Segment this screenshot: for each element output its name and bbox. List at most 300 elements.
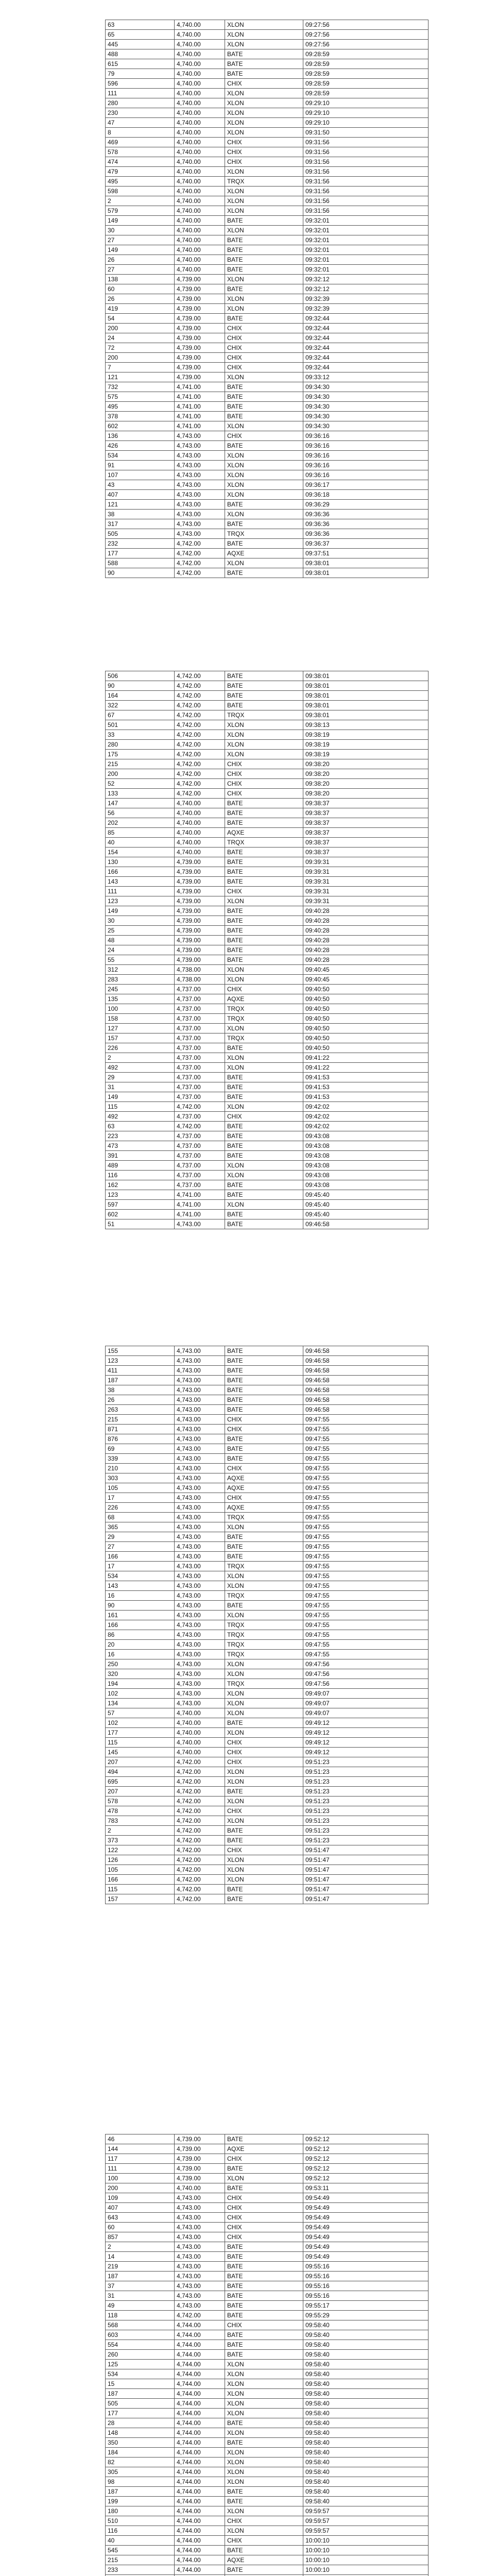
cell-volume: 492 <box>106 1112 175 1122</box>
cell-price: 4,743.00 <box>175 2252 225 2262</box>
cell-volume: 350 <box>106 2438 175 2448</box>
cell-time: 09:58:40 <box>303 2340 429 2350</box>
cell-time: 09:32:44 <box>303 314 429 324</box>
cell-volume: 2 <box>106 2242 175 2252</box>
cell-time: 09:32:01 <box>303 226 429 235</box>
table-row <box>106 187 429 196</box>
cell-price: 4,742.00 <box>175 1102 225 1112</box>
cell-volume: 177 <box>106 1728 175 1738</box>
cell-venue: BATE <box>225 412 303 421</box>
cell-price: 4,739.00 <box>175 2174 225 2183</box>
cell-price: 4,742.00 <box>175 1787 225 1797</box>
cell-volume: 643 <box>106 2213 175 2223</box>
cell-volume: 166 <box>106 867 175 877</box>
cell-volume: 31 <box>106 1082 175 1092</box>
table-row <box>106 2565 429 2575</box>
cell-venue: BATE <box>225 1894 303 1904</box>
cell-venue: XLON <box>225 1669 303 1679</box>
cell-price: 4,739.00 <box>175 896 225 906</box>
cell-price: 4,740.00 <box>175 49 225 59</box>
cell-venue: BATE <box>225 691 303 701</box>
cell-time: 09:43:08 <box>303 1131 429 1141</box>
cell-venue: XLON <box>225 304 303 314</box>
cell-price: 4,737.00 <box>175 1151 225 1161</box>
table-row <box>106 671 429 681</box>
cell-price: 4,743.00 <box>175 1601 225 1611</box>
cell-volume: 82 <box>106 2458 175 2467</box>
cell-venue: CHIX <box>225 2203 303 2213</box>
cell-time: 09:36:16 <box>303 470 429 480</box>
cell-volume: 14 <box>106 2252 175 2262</box>
trade-page-3 <box>105 1346 428 1904</box>
cell-volume: 105 <box>106 1483 175 1493</box>
table-row <box>106 2379 429 2389</box>
cell-time: 09:54:49 <box>303 2213 429 2223</box>
table-row <box>106 2330 429 2340</box>
cell-price: 4,744.00 <box>175 2565 225 2575</box>
cell-venue: BATE <box>225 1444 303 1454</box>
cell-time: 09:49:12 <box>303 1728 429 1738</box>
cell-time: 09:51:23 <box>303 1777 429 1787</box>
cell-venue: BATE <box>225 59 303 69</box>
cell-time: 09:52:12 <box>303 2134 429 2144</box>
cell-time: 09:32:39 <box>303 304 429 314</box>
cell-volume: 16 <box>106 1591 175 1601</box>
cell-price: 4,742.00 <box>175 681 225 691</box>
cell-volume: 200 <box>106 2183 175 2193</box>
cell-volume: 479 <box>106 167 175 177</box>
cell-volume: 65 <box>106 30 175 40</box>
cell-time: 09:49:12 <box>303 1718 429 1728</box>
cell-volume: 130 <box>106 857 175 867</box>
cell-venue: BATE <box>225 2252 303 2262</box>
cell-venue: XLON <box>225 1053 303 1063</box>
cell-volume: 501 <box>106 720 175 730</box>
table-row <box>106 808 429 818</box>
cell-time: 09:58:40 <box>303 2438 429 2448</box>
cell-price: 4,740.00 <box>175 1738 225 1748</box>
table-row <box>106 402 429 412</box>
table-row <box>106 2144 429 2154</box>
cell-price: 4,738.00 <box>175 975 225 985</box>
cell-venue: BATE <box>225 2311 303 2320</box>
table-row <box>106 1522 429 1532</box>
cell-time: 09:34:30 <box>303 412 429 421</box>
cell-time: 09:47:55 <box>303 1493 429 1503</box>
cell-price: 4,739.00 <box>175 936 225 945</box>
cell-time: 09:32:39 <box>303 294 429 304</box>
cell-time: 09:31:56 <box>303 177 429 187</box>
cell-volume: 16 <box>106 1650 175 1659</box>
cell-venue: TRQX <box>225 1591 303 1601</box>
cell-time: 09:54:49 <box>303 2203 429 2213</box>
cell-price: 4,737.00 <box>175 1014 225 1024</box>
cell-price: 4,742.00 <box>175 1855 225 1865</box>
cell-venue: XLON <box>225 226 303 235</box>
cell-volume: 116 <box>106 2526 175 2536</box>
cell-volume: 121 <box>106 372 175 382</box>
cell-venue: BATE <box>225 857 303 867</box>
cell-venue: AQXE <box>225 1473 303 1483</box>
cell-time: 09:34:30 <box>303 421 429 431</box>
table-row <box>106 1542 429 1552</box>
cell-venue: BATE <box>225 2134 303 2144</box>
cell-price: 4,744.00 <box>175 2477 225 2487</box>
table-row <box>106 1171 429 1180</box>
cell-volume: 162 <box>106 1180 175 1190</box>
cell-venue: BATE <box>225 1356 303 1366</box>
table-row <box>106 701 429 710</box>
cell-price: 4,743.00 <box>175 1689 225 1699</box>
cell-volume: 506 <box>106 671 175 681</box>
cell-time: 09:31:56 <box>303 157 429 167</box>
cell-volume: 177 <box>106 2409 175 2418</box>
cell-volume: 54 <box>106 314 175 324</box>
table-row <box>106 392 429 402</box>
table-row <box>106 1845 429 1855</box>
cell-venue: XLON <box>225 1171 303 1180</box>
cell-time: 09:49:12 <box>303 1748 429 1757</box>
cell-time: 09:38:19 <box>303 750 429 759</box>
table-row <box>106 255 429 265</box>
cell-volume: 260 <box>106 2350 175 2360</box>
cell-price: 4,743.00 <box>175 2272 225 2281</box>
cell-venue: XLON <box>225 40 303 49</box>
cell-venue: XLON <box>225 1571 303 1581</box>
table-row <box>106 1122 429 1131</box>
table-row <box>106 196 429 206</box>
cell-time: 09:43:08 <box>303 1171 429 1180</box>
table-row <box>106 1405 429 1415</box>
cell-time: 09:32:12 <box>303 284 429 294</box>
table-row <box>106 2516 429 2526</box>
cell-volume: 391 <box>106 1151 175 1161</box>
cell-venue: BATE <box>225 1532 303 1542</box>
cell-volume: 107 <box>106 470 175 480</box>
table-row <box>106 1464 429 1473</box>
cell-venue: CHIX <box>225 769 303 779</box>
cell-price: 4,743.00 <box>175 1522 225 1532</box>
cell-time: 09:32:44 <box>303 363 429 372</box>
cell-price: 4,743.00 <box>175 1464 225 1473</box>
cell-venue: XLON <box>225 730 303 740</box>
cell-price: 4,739.00 <box>175 275 225 284</box>
cell-volume: 445 <box>106 40 175 49</box>
cell-price: 4,740.00 <box>175 265 225 275</box>
table-row <box>106 2497 429 2506</box>
cell-time: 09:38:19 <box>303 740 429 750</box>
cell-time: 09:38:37 <box>303 838 429 848</box>
cell-venue: CHIX <box>225 79 303 89</box>
cell-price: 4,737.00 <box>175 994 225 1004</box>
cell-price: 4,737.00 <box>175 1043 225 1053</box>
table-row <box>106 710 429 720</box>
cell-venue: BATE <box>225 1151 303 1161</box>
cell-volume: 187 <box>106 1376 175 1385</box>
cell-volume: 597 <box>106 1200 175 1210</box>
cell-time: 09:46:58 <box>303 1376 429 1385</box>
cell-volume: 534 <box>106 2369 175 2379</box>
cell-venue: BATE <box>225 2487 303 2497</box>
cell-volume: 226 <box>106 1043 175 1053</box>
cell-venue: BATE <box>225 2291 303 2301</box>
cell-venue: AQXE <box>225 549 303 558</box>
cell-venue: BATE <box>225 2183 303 2193</box>
cell-price: 4,737.00 <box>175 1063 225 1073</box>
cell-time: 09:58:40 <box>303 2369 429 2379</box>
cell-price: 4,740.00 <box>175 828 225 838</box>
cell-volume: 60 <box>106 2223 175 2232</box>
cell-price: 4,737.00 <box>175 1092 225 1102</box>
table-row <box>106 1650 429 1659</box>
cell-price: 4,743.00 <box>175 2262 225 2272</box>
cell-volume: 90 <box>106 568 175 578</box>
cell-time: 09:36:18 <box>303 490 429 500</box>
cell-time: 09:47:55 <box>303 1434 429 1444</box>
cell-time: 09:46:58 <box>303 1366 429 1376</box>
table-row <box>106 1190 429 1200</box>
cell-venue: CHIX <box>225 1493 303 1503</box>
cell-time: 09:49:07 <box>303 1699 429 1708</box>
cell-time: 09:51:23 <box>303 1797 429 1806</box>
cell-volume: 40 <box>106 2536 175 2546</box>
cell-volume: 100 <box>106 1004 175 1014</box>
cell-volume: 495 <box>106 402 175 412</box>
table-row <box>106 1483 429 1493</box>
cell-venue: XLON <box>225 1689 303 1699</box>
cell-price: 4,742.00 <box>175 779 225 789</box>
cell-price: 4,737.00 <box>175 1161 225 1171</box>
cell-time: 09:32:44 <box>303 353 429 363</box>
cell-volume: 26 <box>106 294 175 304</box>
cell-venue: XLON <box>225 294 303 304</box>
table-row <box>106 59 429 69</box>
table-row <box>106 975 429 985</box>
cell-volume: 90 <box>106 681 175 691</box>
cell-venue: BATE <box>225 1885 303 1894</box>
cell-price: 4,741.00 <box>175 1210 225 1219</box>
cell-venue: BATE <box>225 1073 303 1082</box>
table-row <box>106 926 429 936</box>
cell-volume: 494 <box>106 1767 175 1777</box>
cell-venue: BATE <box>225 701 303 710</box>
cell-price: 4,740.00 <box>175 1748 225 1757</box>
cell-price: 4,743.00 <box>175 1366 225 1376</box>
cell-time: 09:40:28 <box>303 906 429 916</box>
cell-time: 09:47:55 <box>303 1581 429 1591</box>
table-row <box>106 1562 429 1571</box>
table-row <box>106 461 429 470</box>
cell-price: 4,742.00 <box>175 720 225 730</box>
table-row <box>106 2555 429 2565</box>
cell-price: 4,743.00 <box>175 1679 225 1689</box>
cell-venue: BATE <box>225 2350 303 2360</box>
cell-venue: CHIX <box>225 1845 303 1855</box>
cell-time: 09:46:58 <box>303 1395 429 1405</box>
cell-venue: XLON <box>225 1777 303 1787</box>
cell-volume: 317 <box>106 519 175 529</box>
cell-venue: BATE <box>225 382 303 392</box>
cell-price: 4,743.00 <box>175 1630 225 1640</box>
table-row <box>106 1571 429 1581</box>
cell-time: 09:29:10 <box>303 118 429 128</box>
cell-time: 09:36:17 <box>303 480 429 490</box>
cell-venue: BATE <box>225 945 303 955</box>
table-row <box>106 887 429 896</box>
cell-time: 09:47:55 <box>303 1630 429 1640</box>
cell-price: 4,743.00 <box>175 441 225 451</box>
table-row <box>106 1024 429 1033</box>
cell-venue: XLON <box>225 98 303 108</box>
cell-time: 09:58:40 <box>303 2379 429 2389</box>
cell-price: 4,743.00 <box>175 461 225 470</box>
cell-volume: 115 <box>106 1102 175 1112</box>
cell-volume: 166 <box>106 1552 175 1562</box>
cell-volume: 121 <box>106 500 175 510</box>
cell-venue: XLON <box>225 2409 303 2418</box>
cell-venue: XLON <box>225 2428 303 2438</box>
cell-price: 4,739.00 <box>175 945 225 955</box>
cell-volume: 602 <box>106 421 175 431</box>
cell-time: 09:28:59 <box>303 89 429 98</box>
table-row <box>106 1865 429 1875</box>
cell-volume: 157 <box>106 1894 175 1904</box>
cell-time: 09:37:51 <box>303 549 429 558</box>
cell-venue: BATE <box>225 848 303 857</box>
table-row <box>106 451 429 461</box>
cell-price: 4,738.00 <box>175 965 225 975</box>
cell-price: 4,740.00 <box>175 255 225 265</box>
table-row <box>106 1757 429 1767</box>
cell-venue: BATE <box>225 2164 303 2174</box>
trade-table <box>105 1346 429 1904</box>
cell-volume: 180 <box>106 2506 175 2516</box>
cell-price: 4,739.00 <box>175 2144 225 2154</box>
table-row <box>106 1151 429 1161</box>
cell-time: 09:31:50 <box>303 128 429 138</box>
cell-price: 4,743.00 <box>175 1542 225 1552</box>
table-row <box>106 691 429 701</box>
cell-volume: 149 <box>106 216 175 226</box>
cell-time: 09:39:31 <box>303 896 429 906</box>
cell-price: 4,739.00 <box>175 353 225 363</box>
cell-volume: 143 <box>106 1581 175 1591</box>
table-row <box>106 2360 429 2369</box>
cell-venue: CHIX <box>225 1757 303 1767</box>
cell-venue: BATE <box>225 808 303 818</box>
cell-price: 4,744.00 <box>175 2516 225 2526</box>
cell-volume: 230 <box>106 108 175 118</box>
cell-volume: 57 <box>106 1708 175 1718</box>
cell-volume: 194 <box>106 1679 175 1689</box>
cell-time: 09:40:50 <box>303 1004 429 1014</box>
cell-price: 4,743.00 <box>175 1650 225 1659</box>
cell-time: 10:00:10 <box>303 2546 429 2555</box>
cell-time: 09:38:20 <box>303 759 429 769</box>
cell-time: 09:58:40 <box>303 2448 429 2458</box>
cell-venue: CHIX <box>225 789 303 799</box>
cell-venue: XLON <box>225 451 303 461</box>
cell-time: 09:32:44 <box>303 333 429 343</box>
cell-price: 4,740.00 <box>175 40 225 49</box>
cell-time: 09:36:29 <box>303 500 429 510</box>
cell-price: 4,743.00 <box>175 1434 225 1444</box>
cell-price: 4,744.00 <box>175 2399 225 2409</box>
cell-volume: 111 <box>106 89 175 98</box>
cell-venue: XLON <box>225 965 303 975</box>
cell-price: 4,739.00 <box>175 887 225 896</box>
cell-price: 4,743.00 <box>175 510 225 519</box>
table-row <box>106 2154 429 2164</box>
cell-volume: 117 <box>106 2154 175 2164</box>
cell-volume: 568 <box>106 2320 175 2330</box>
cell-volume: 161 <box>106 1611 175 1620</box>
table-row <box>106 128 429 138</box>
cell-time: 09:38:37 <box>303 808 429 818</box>
cell-time: 09:47:56 <box>303 1669 429 1679</box>
cell-venue: CHIX <box>225 1806 303 1816</box>
cell-venue: CHIX <box>225 138 303 147</box>
cell-volume: 474 <box>106 157 175 167</box>
cell-price: 4,743.00 <box>175 490 225 500</box>
cell-venue: XLON <box>225 108 303 118</box>
cell-price: 4,742.00 <box>175 1757 225 1767</box>
cell-venue: XLON <box>225 2506 303 2516</box>
cell-venue: XLON <box>225 740 303 750</box>
cell-time: 09:47:55 <box>303 1454 429 1464</box>
table-row <box>106 1855 429 1865</box>
table-row <box>106 480 429 490</box>
cell-venue: XLON <box>225 421 303 431</box>
cell-volume: 60 <box>106 284 175 294</box>
cell-time: 09:31:56 <box>303 167 429 177</box>
cell-time: 09:47:55 <box>303 1473 429 1483</box>
cell-venue: CHIX <box>225 333 303 343</box>
table-row <box>106 1141 429 1151</box>
table-row <box>106 750 429 759</box>
cell-venue: BATE <box>225 314 303 324</box>
cell-price: 4,742.00 <box>175 730 225 740</box>
cell-venue: BATE <box>225 681 303 691</box>
cell-price: 4,740.00 <box>175 235 225 245</box>
table-row <box>106 1385 429 1395</box>
table-row <box>106 857 429 867</box>
cell-volume: 505 <box>106 529 175 539</box>
cell-venue: CHIX <box>225 2193 303 2203</box>
table-row <box>106 789 429 799</box>
cell-price: 4,744.00 <box>175 2506 225 2516</box>
cell-time: 09:55:16 <box>303 2272 429 2281</box>
cell-price: 4,740.00 <box>175 128 225 138</box>
cell-time: 09:47:55 <box>303 1571 429 1581</box>
table-row <box>106 79 429 89</box>
table-row <box>106 363 429 372</box>
cell-venue: XLON <box>225 275 303 284</box>
cell-volume: 579 <box>106 206 175 216</box>
table-row <box>106 206 429 216</box>
cell-price: 4,740.00 <box>175 147 225 157</box>
table-row <box>106 30 429 40</box>
cell-venue: XLON <box>225 1699 303 1708</box>
cell-time: 09:45:40 <box>303 1210 429 1219</box>
cell-price: 4,744.00 <box>175 2487 225 2497</box>
cell-price: 4,742.00 <box>175 789 225 799</box>
table-row <box>106 1004 429 1014</box>
cell-venue: XLON <box>225 1816 303 1826</box>
cell-time: 09:38:37 <box>303 818 429 828</box>
cell-venue: BATE <box>225 799 303 808</box>
table-row <box>106 343 429 353</box>
